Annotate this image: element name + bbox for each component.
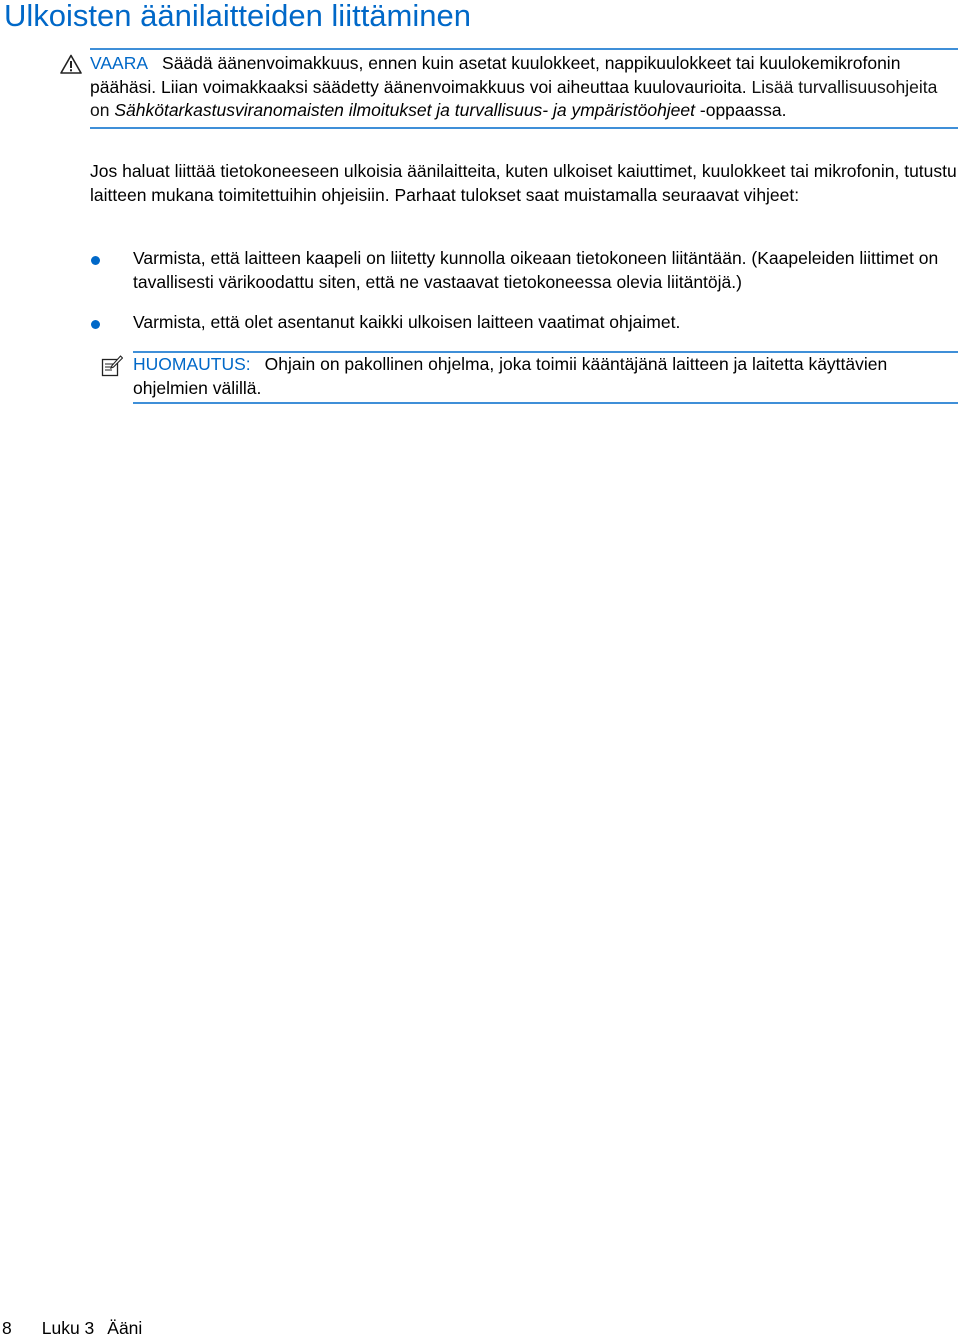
- tips-list: [90, 247, 960, 352]
- warning-triangle-icon: [60, 54, 82, 74]
- warning-text-more: Lisää turvallisuusohjeita on: [90, 76, 938, 120]
- bullet-icon: [91, 256, 100, 265]
- warning-text-end: -oppaassa.: [699, 100, 787, 120]
- list-item: [90, 247, 960, 294]
- note-label: HUOMAUTUS:: [133, 354, 251, 374]
- page-footer: [2, 1317, 142, 1339]
- note-text: Ohjain on pakollinen ohjelma, joka toimii kääntäjänä laitteen ja laitetta käyttävien ohjelmien välillä.: [133, 354, 888, 398]
- page-title: Ulkoisten äänilaitteiden liittäminen: [4, 0, 471, 33]
- list-item-text: Varmista, että laitteen kaapeli on liitetty kunnolla oikeaan tietokoneen liitäntään. (Kaapeleiden liittimet on tavallisesti värikoodattu siten, että ne vastaavat tietokoneessa olevia liitäntöjä.): [133, 248, 939, 292]
- warning-box: [90, 48, 958, 129]
- chapter-label: Luku 3: [41, 1318, 95, 1338]
- chapter-title: Ääni: [107, 1318, 143, 1338]
- intro-paragraph: Jos haluat liittää tietokoneeseen ulkoisia äänilaitteita, kuten ulkoiset kaiuttimet, kuulokkeet tai mikrofonin, tutustu laitteen mukana toimitettuihin ohjeisiin. Parhaat tulokset saat muistamalla seuraavat vihjeet:: [90, 161, 957, 205]
- warning-text: Säädä äänenvoimakkuus, ennen kuin asetat kuulokkeet, nappikuulokkeet tai kuulokemikrofonin päähäsi. Liian voimakkaaksi säädetty äänenvoimakkuus voi aiheuttaa kuulovaurioita.: [90, 53, 901, 97]
- list-item-text: Varmista, että olet asentanut kaikki ulkoisen laitteen vaatimat ohjaimet.: [133, 312, 681, 332]
- note-pencil-icon: [101, 355, 123, 377]
- list-item: [90, 311, 960, 335]
- note-box: [133, 351, 958, 404]
- page-number: 8: [2, 1318, 12, 1338]
- bullet-icon: [91, 320, 100, 329]
- guide-title: Sähkötarkastusviranomaisten ilmoitukset ja turvallisuus- ja ympäristöohjeet: [114, 100, 696, 120]
- warning-label: VAARA: [90, 53, 149, 73]
